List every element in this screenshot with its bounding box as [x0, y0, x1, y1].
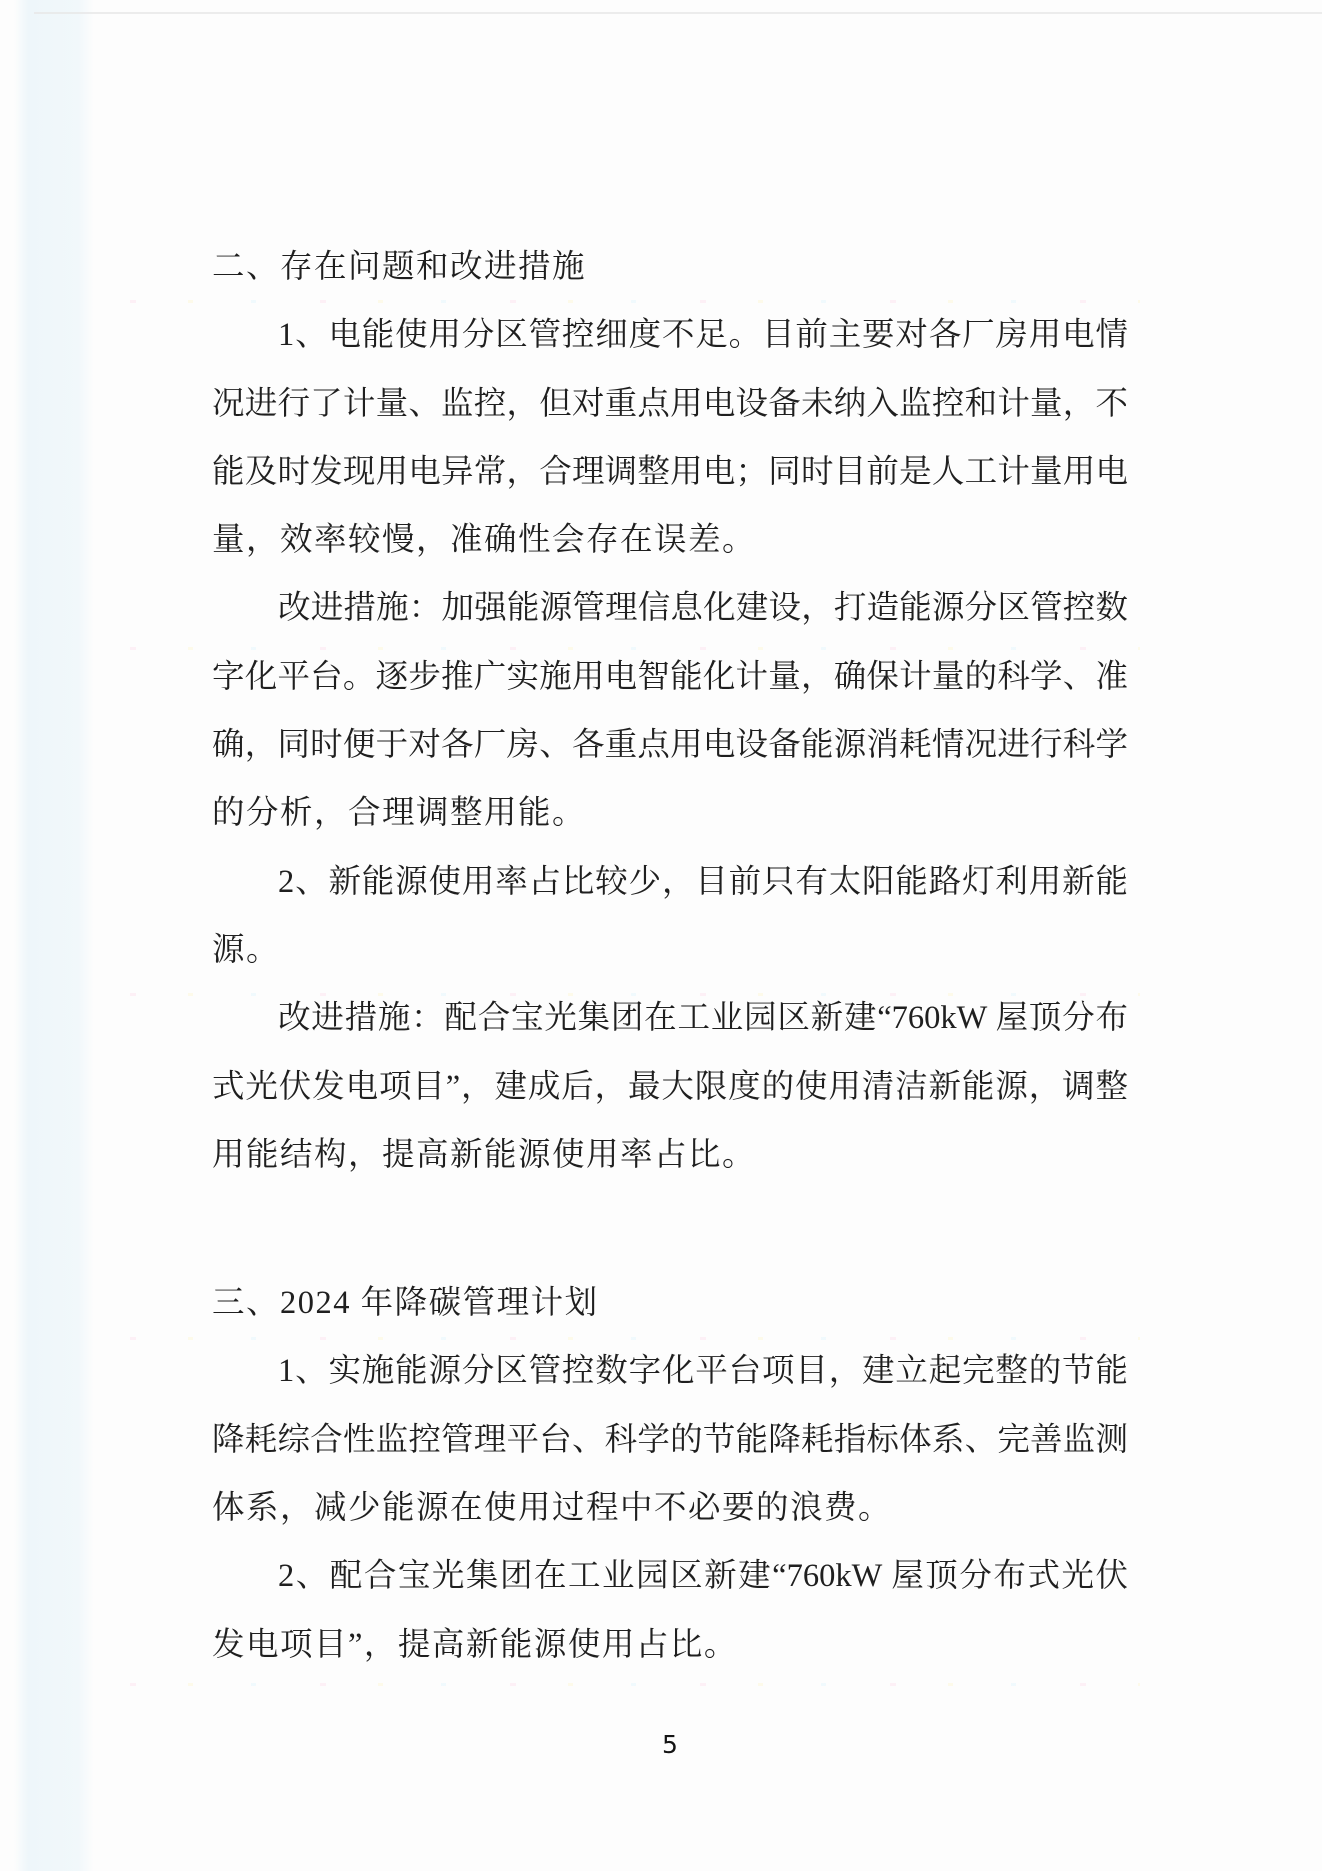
text-line: 况进行了计量、监控，但对重点用电设备未纳入监控和计量，不: [212, 385, 1128, 422]
text-line: 改进措施：配合宝光集团在工业园区新建“760kW 屋顶分布: [278, 1000, 1128, 1037]
text-line: 的分析，合理调整用能。: [212, 795, 587, 832]
text-line: 1、实施能源分区管控数字化平台项目，建立起完整的节能: [278, 1353, 1128, 1390]
text-line: 用能结构，提高新能源使用率占比。: [212, 1136, 757, 1173]
scan-edge-artifact: [14, 0, 94, 1871]
text-line: 能及时发现用电异常，合理调整用电；同时目前是人工计量用电: [212, 453, 1128, 490]
section-heading: 二、存在问题和改进措施: [212, 249, 587, 285]
scan-artifact-row: [130, 1683, 1140, 1686]
scan-top-edge-artifact: [34, 12, 1322, 14]
text-line: 2、配合宝光集团在工业园区新建“760kW 屋顶分布式光伏: [278, 1558, 1128, 1595]
text-line: 降耗综合性监控管理平台、科学的节能降耗指标体系、完善监测: [212, 1421, 1128, 1458]
text-line: 量，效率较慢，准确性会存在误差。: [212, 522, 757, 559]
text-line: 字化平台。逐步推广实施用电智能化计量，确保计量的科学、准: [212, 658, 1128, 695]
text-line: 1、电能使用分区管控细度不足。目前主要对各厂房用电情: [278, 317, 1128, 354]
text-line: 体系，减少能源在使用过程中不必要的浪费。: [212, 1490, 893, 1527]
page-number: 5: [662, 1730, 678, 1759]
text-line: 源。: [212, 931, 281, 968]
text-line: 2、新能源使用率占比较少，目前只有太阳能路灯利用新能: [278, 863, 1128, 900]
text-line: 确，同时便于对各厂房、各重点用电设备能源消耗情况进行科学: [212, 727, 1128, 764]
text-line: 式光伏发电项目”，建成后，最大限度的使用清洁新能源，调整: [212, 1068, 1128, 1105]
document-text-block: [212, 233, 1128, 1679]
section-heading: 三、2024 年降碳管理计划: [212, 1285, 599, 1322]
text-line: 发电项目”，提高新能源使用占比。: [212, 1626, 738, 1663]
blank-line: [212, 1189, 1128, 1269]
text-line: 改进措施：加强能源管理信息化建设，打造能源分区管控数: [278, 590, 1128, 627]
